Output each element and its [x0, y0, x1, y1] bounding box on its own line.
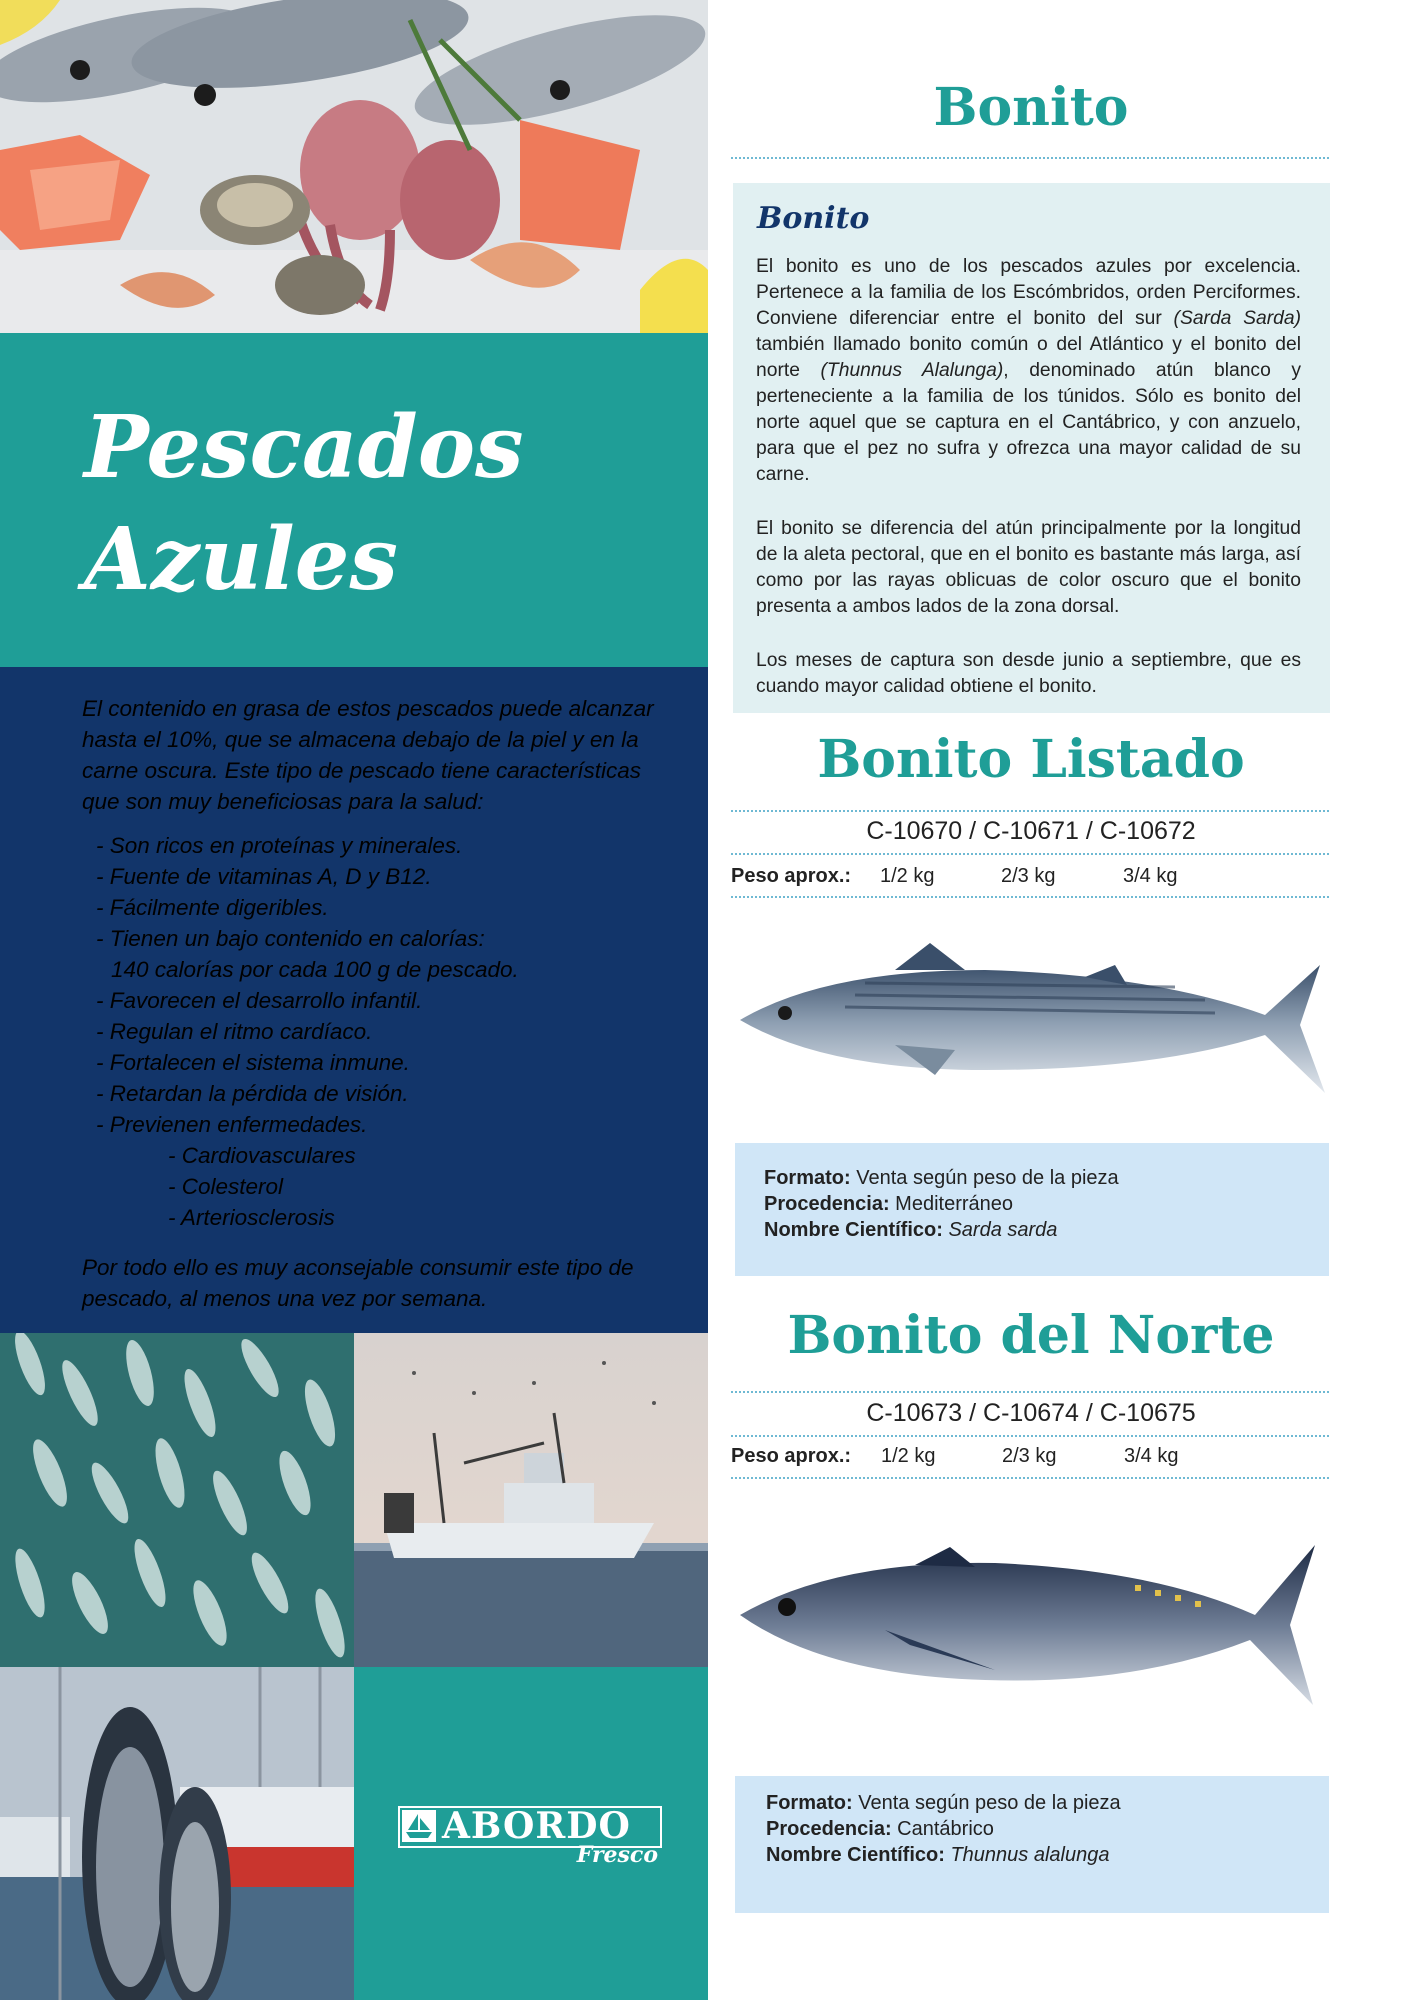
- benefit-item: 140 calorías por cada 100 g de pescado.: [111, 957, 519, 982]
- benefit-item: - Favorecen el desarrollo infantil.: [96, 988, 423, 1013]
- weight-option: 2/3 kg: [1002, 1445, 1057, 1467]
- fact-value: Venta según peso de la pieza: [856, 1167, 1119, 1189]
- intro-text: El contenido en grasa de estos pescados puede alcanzar hasta el 10%, que se almacena debajo de la piel y en la carne oscura. Este tipo de pescado tiene características que son muy beneficiosas para la salud:: [82, 696, 654, 814]
- benefit-subitem: - Colesterol: [168, 1174, 284, 1199]
- weight-label: Peso aprox.:: [731, 865, 852, 887]
- weight-label: Peso aprox.:: [731, 1445, 852, 1467]
- abordo-fresco-logo: [398, 1802, 664, 1872]
- product-codes: C-10670 / C-10671 / C-10672: [866, 817, 1196, 845]
- info-p1-text-b: también llamado bonito común o del Atlántico y el bonito del norte: [756, 334, 1301, 381]
- benefit-subitem: - Arteriosclerosis: [168, 1205, 335, 1230]
- title-line-2: Azules: [84, 509, 398, 610]
- weight-option: 1/2 kg: [880, 865, 935, 887]
- fact-value: Sarda sarda: [948, 1219, 1058, 1241]
- benefit-item: - Son ricos en proteínas y minerales.: [96, 833, 463, 858]
- closing-text: Por todo ello es muy aconsejable consumir este tipo de pescado, al menos una vez por semana.: [82, 1255, 634, 1311]
- weight-option: 3/4 kg: [1123, 865, 1178, 887]
- fact-value: Thunnus alalunga: [950, 1844, 1110, 1866]
- fact-label: Procedencia:: [764, 1193, 890, 1215]
- fact-procedencia: [764, 1191, 1013, 1217]
- fact-procedencia: [766, 1816, 994, 1842]
- bonito-del-norte-image: [735, 1535, 1329, 1715]
- fact-value: Cantábrico: [897, 1818, 994, 1840]
- harbour-tuna-photo: [0, 1667, 354, 2000]
- weight-option: 2/3 kg: [1001, 865, 1056, 887]
- info-p1-text: El bonito es uno de los pescados azules por excelencia. Pertenece a la familia de los Escómbridos, orden Perciformes. Conviene diferenciar entre el bonito del sur: [756, 256, 1301, 329]
- info-paragraph-2: El bonito se diferencia del atún principalmente por la longitud de la aleta pectoral, que en el bonito es bastante más larga, así como por las rayas oblicuas de color oscuro que el bonito presenta a ambos lados de la zona dorsal.: [756, 518, 1301, 617]
- seafood-hero-photo: [0, 0, 708, 333]
- page-title: [84, 392, 524, 616]
- benefits-list: [96, 830, 519, 1233]
- info-paragraph-3: Los meses de captura son desde junio a septiembre, que es cuando mayor calidad obtiene el bonito.: [756, 650, 1301, 697]
- product-title: Bonito del Norte: [787, 1305, 1275, 1366]
- product-codes: C-10673 / C-10674 / C-10675: [866, 1399, 1196, 1427]
- weight-option: 3/4 kg: [1124, 1445, 1179, 1467]
- benefit-item: - Tienen un bajo contenido en calorías:: [96, 926, 485, 951]
- benefit-item: - Regulan el ritmo cardíaco.: [96, 1019, 373, 1044]
- weight-option: 1/2 kg: [881, 1445, 936, 1467]
- product-title: Bonito Listado: [817, 729, 1245, 790]
- product-facts-box: [735, 1143, 1329, 1276]
- info-paragraph-1: [756, 254, 1301, 488]
- section-title-bonito: Bonito: [933, 77, 1129, 138]
- bonito-listado-image: [735, 925, 1329, 1110]
- benefit-item: - Previenen enfermedades.: [96, 1112, 368, 1137]
- fact-label: Nombre Científico:: [766, 1844, 945, 1866]
- fact-label: Procedencia:: [766, 1818, 892, 1840]
- dotted-divider: [731, 1435, 1329, 1437]
- fact-label: Formato:: [764, 1167, 851, 1189]
- logo-name: ABORDO: [442, 1805, 631, 1847]
- dotted-divider: [731, 1391, 1329, 1393]
- fact-value: Mediterráneo: [895, 1193, 1014, 1215]
- dotted-divider: [731, 853, 1329, 855]
- info-p1-species-north: (Thunnus Alalunga): [820, 360, 1004, 381]
- benefit-item: - Retardan la pérdida de visión.: [96, 1081, 409, 1106]
- fact-nombre-cientifico: [764, 1217, 1057, 1243]
- logo-subtitle: Fresco: [576, 1842, 658, 1868]
- dotted-divider: [731, 810, 1329, 812]
- product-facts-box: [735, 1776, 1329, 1913]
- info-p1-species-south: (Sarda Sarda): [1173, 308, 1301, 329]
- boat-logo-icon: [402, 1810, 436, 1842]
- fact-label: Formato:: [766, 1792, 853, 1814]
- fact-value: Venta según peso de la pieza: [858, 1792, 1121, 1814]
- fact-formato: [764, 1165, 1119, 1191]
- fish-school-photo: [0, 1333, 354, 1667]
- title-line-1: Pescados: [84, 397, 524, 498]
- info-p1-text-c: , denominado atún blanco y perteneciente a la familia de los túnidos. Sólo es bonito del norte aquel que se captura en el Cantábrico, y con anzuelo, para que el pez no sufra y ofrezca una mayor calidad de su carne.: [756, 360, 1301, 485]
- benefit-subitem: - Cardiovasculares: [168, 1143, 356, 1168]
- benefit-item: - Fácilmente digeribles.: [96, 895, 329, 920]
- dotted-divider: [731, 1477, 1329, 1479]
- dotted-divider: [731, 896, 1329, 898]
- fact-label: Nombre Científico:: [764, 1219, 943, 1241]
- fact-nombre-cientifico: [766, 1842, 1109, 1868]
- benefit-item: - Fuente de vitaminas A, D y B12.: [96, 864, 432, 889]
- dotted-divider: [731, 157, 1329, 159]
- info-title: Bonito: [757, 201, 870, 236]
- fishing-boat-photo: [354, 1333, 708, 1667]
- fact-formato: [766, 1790, 1121, 1816]
- benefit-item: - Fortalecen el sistema inmune.: [96, 1050, 410, 1075]
